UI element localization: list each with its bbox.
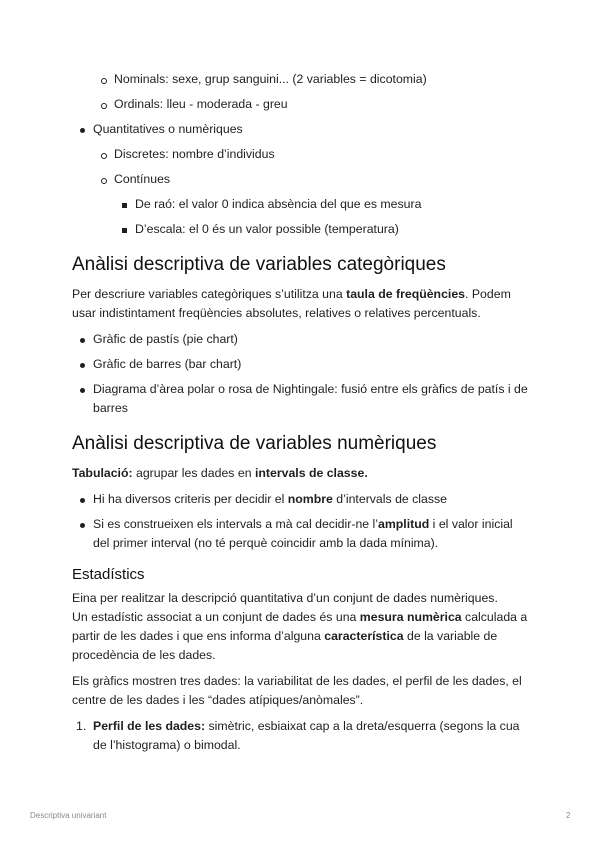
paragraph-categoriques-intro: Per descriure variables categòriques s’utilitza una taula de freqüències. Podem usar indistintament freqüències absolutes, relatives o relatives percentuals. xyxy=(72,287,511,320)
page-number: 2 xyxy=(566,811,571,820)
square-bullet-icon xyxy=(122,203,127,208)
paragraph-estadistics-2: Un estadístic associat a un conjunt de dades és una mesura numèrica calculada a partir de les dades i que ens informa d’alguna característica de la variable de procedència de les dades. xyxy=(72,610,528,662)
nested-list-quantitatives xyxy=(72,145,528,189)
page-content xyxy=(72,70,528,761)
list-item: Diagrama d’àrea polar o rosa de Nightingale: fusió entre els gràfics de patís i de barres xyxy=(72,380,528,418)
list-item: Gràfic de pastís (pie chart) xyxy=(72,330,528,349)
nested-list-continues xyxy=(72,195,528,239)
list-item: Hi ha diversos criteris per decidir el nombre d’intervals de classe xyxy=(72,490,528,509)
paragraph-estadistics-1: Eina per realitzar la descripció quantitativa d’un conjunt de dades numèriques. xyxy=(72,591,498,605)
list-graphs xyxy=(72,330,528,418)
nested-list-qualitatives xyxy=(72,70,528,114)
list-item: Si es construeixen els intervals a mà cal decidir-ne l’amplitud i el valor inicial del primer interval (no té perquè coincidir amb la dada mínima). xyxy=(72,515,528,553)
bullet-icon xyxy=(80,388,85,393)
list-item: Ordinals: lleu - moderada - greu xyxy=(72,95,528,114)
list-item: 1. Perfil de les dades: simètric, esbiaixat cap a la dreta/esquerra (segons la cua de l’histograma) o bimodal. xyxy=(76,719,520,752)
list-item: Quantitatives o numèriques xyxy=(72,120,528,139)
heading-categoriques: Anàlisi descriptiva de variables categòriques xyxy=(72,254,446,275)
list-item: Gràfic de barres (bar chart) xyxy=(72,355,528,374)
heading-numeriques: Anàlisi descriptiva de variables numèriques xyxy=(72,433,437,454)
bullet-icon xyxy=(80,338,85,343)
list-item: De raó: el valor 0 indica absència del que es mesura xyxy=(72,195,528,214)
circle-bullet-icon xyxy=(101,178,107,184)
list-item: D’escala: el 0 és un valor possible (temperatura) xyxy=(72,220,528,239)
circle-bullet-icon xyxy=(101,103,107,109)
list-quantitatives xyxy=(72,120,528,139)
circle-bullet-icon xyxy=(101,153,107,159)
footer-title: Descriptiva univariant xyxy=(30,811,107,820)
list-item: Contínues xyxy=(72,170,528,189)
list-item: Discretes: nombre d’individus xyxy=(72,145,528,164)
paragraph-tabulacio: Tabulació: agrupar les dades en intervals de classe. xyxy=(72,466,368,480)
list-item: Nominals: sexe, grup sanguini... (2 variables = dicotomia) xyxy=(72,70,528,89)
bullet-icon xyxy=(80,498,85,503)
list-intervals xyxy=(72,490,528,553)
paragraph-estadistics-3: Els gràfics mostren tres dades: la variabilitat de les dades, el perfil de les dades, el centre de les dades i les “dades atípiques/anòmales”. xyxy=(72,674,522,707)
ordered-list-perfil xyxy=(72,717,528,755)
square-bullet-icon xyxy=(122,228,127,233)
heading-estadistics: Estadístics xyxy=(72,566,145,583)
bullet-icon xyxy=(80,363,85,368)
bullet-icon xyxy=(80,128,85,133)
bullet-icon xyxy=(80,523,85,528)
circle-bullet-icon xyxy=(101,78,107,84)
